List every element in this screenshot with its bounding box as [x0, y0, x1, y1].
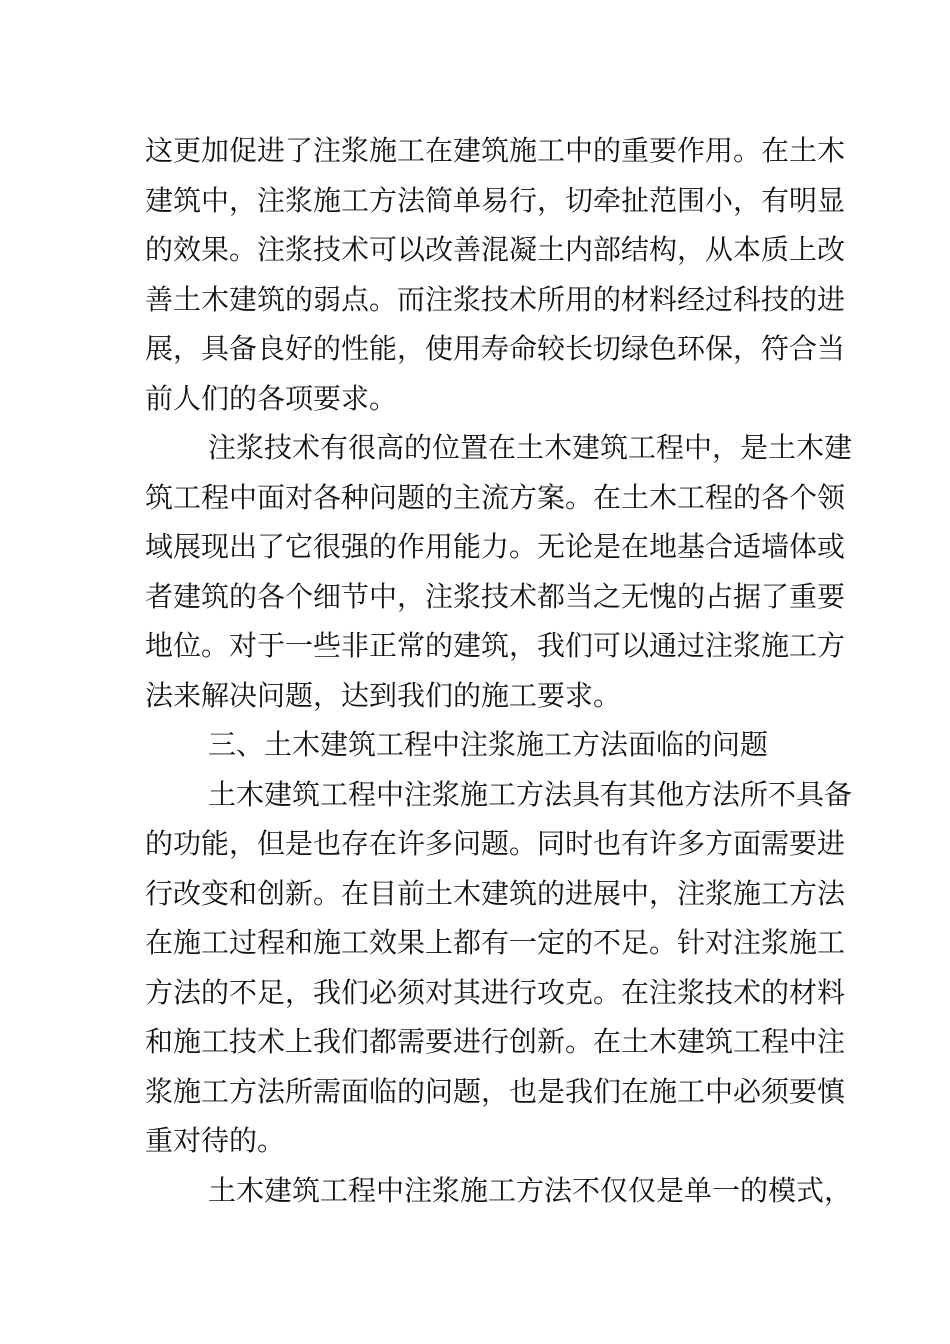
text-line: 的功能，但是也存在许多问题。同时也有许多方面需要进: [145, 827, 846, 860]
text-line: 筑工程中面对各种问题的主流方案。在土木工程的各个领: [145, 480, 846, 514]
text-line: 行改变和创新。在目前土木建筑的进展中，注浆施工方法: [145, 876, 846, 910]
text-line: 方法的不足，我们必须对其进行攻克。在注浆技术的材料: [145, 975, 846, 1009]
text-line: 建筑中，注浆施工方法简单易行，切牵扯范围小，有明显: [145, 183, 846, 217]
text-line: 和施工技术上我们都需要进行创新。在土木建筑工程中注: [145, 1025, 846, 1058]
text-line: 重对待的。: [145, 1124, 286, 1157]
paragraph-first-line: 注浆技术有很高的位置在土木建筑工程中，是土木建: [208, 431, 853, 464]
text-line: 这更加促进了注浆施工在建筑施工中的重要作用。在土木: [145, 134, 846, 167]
text-line: 域展现出了它很强的作用能力。无论是在地基合适墙体或: [145, 530, 846, 563]
text-line: 的效果。注浆技术可以改善混凝土内部结构，从本质上改: [145, 233, 846, 266]
text-line: 浆施工方法所需面临的问题，也是我们在施工中必须要慎: [145, 1074, 846, 1108]
section-heading: 三、土木建筑工程中注浆施工方法面临的问题: [208, 728, 769, 761]
text-line: 者建筑的各个细节中，注浆技术都当之无愧的占据了重要: [145, 579, 846, 613]
paragraph-first-line: 土木建筑工程中注浆施工方法具有其他方法所不具备: [208, 777, 853, 811]
text-line: 法来解决问题，达到我们的施工要求。: [145, 678, 622, 712]
text-line: 在施工过程和施工效果上都有一定的不足。针对注浆施工: [145, 926, 846, 959]
text-line: 善土木建筑的弱点。而注浆技术所用的材料经过科技的进: [145, 282, 846, 316]
text-line: 展，具备良好的性能，使用寿命较长切绿色环保，符合当: [145, 332, 846, 365]
text-line: 前人们的各项要求。: [145, 381, 398, 415]
text-line: 地位。对于一些非正常的建筑，我们可以通过注浆施工方: [145, 629, 846, 662]
paragraph-first-line: 土木建筑工程中注浆施工方法不仅仅是单一的模式，: [208, 1173, 853, 1207]
